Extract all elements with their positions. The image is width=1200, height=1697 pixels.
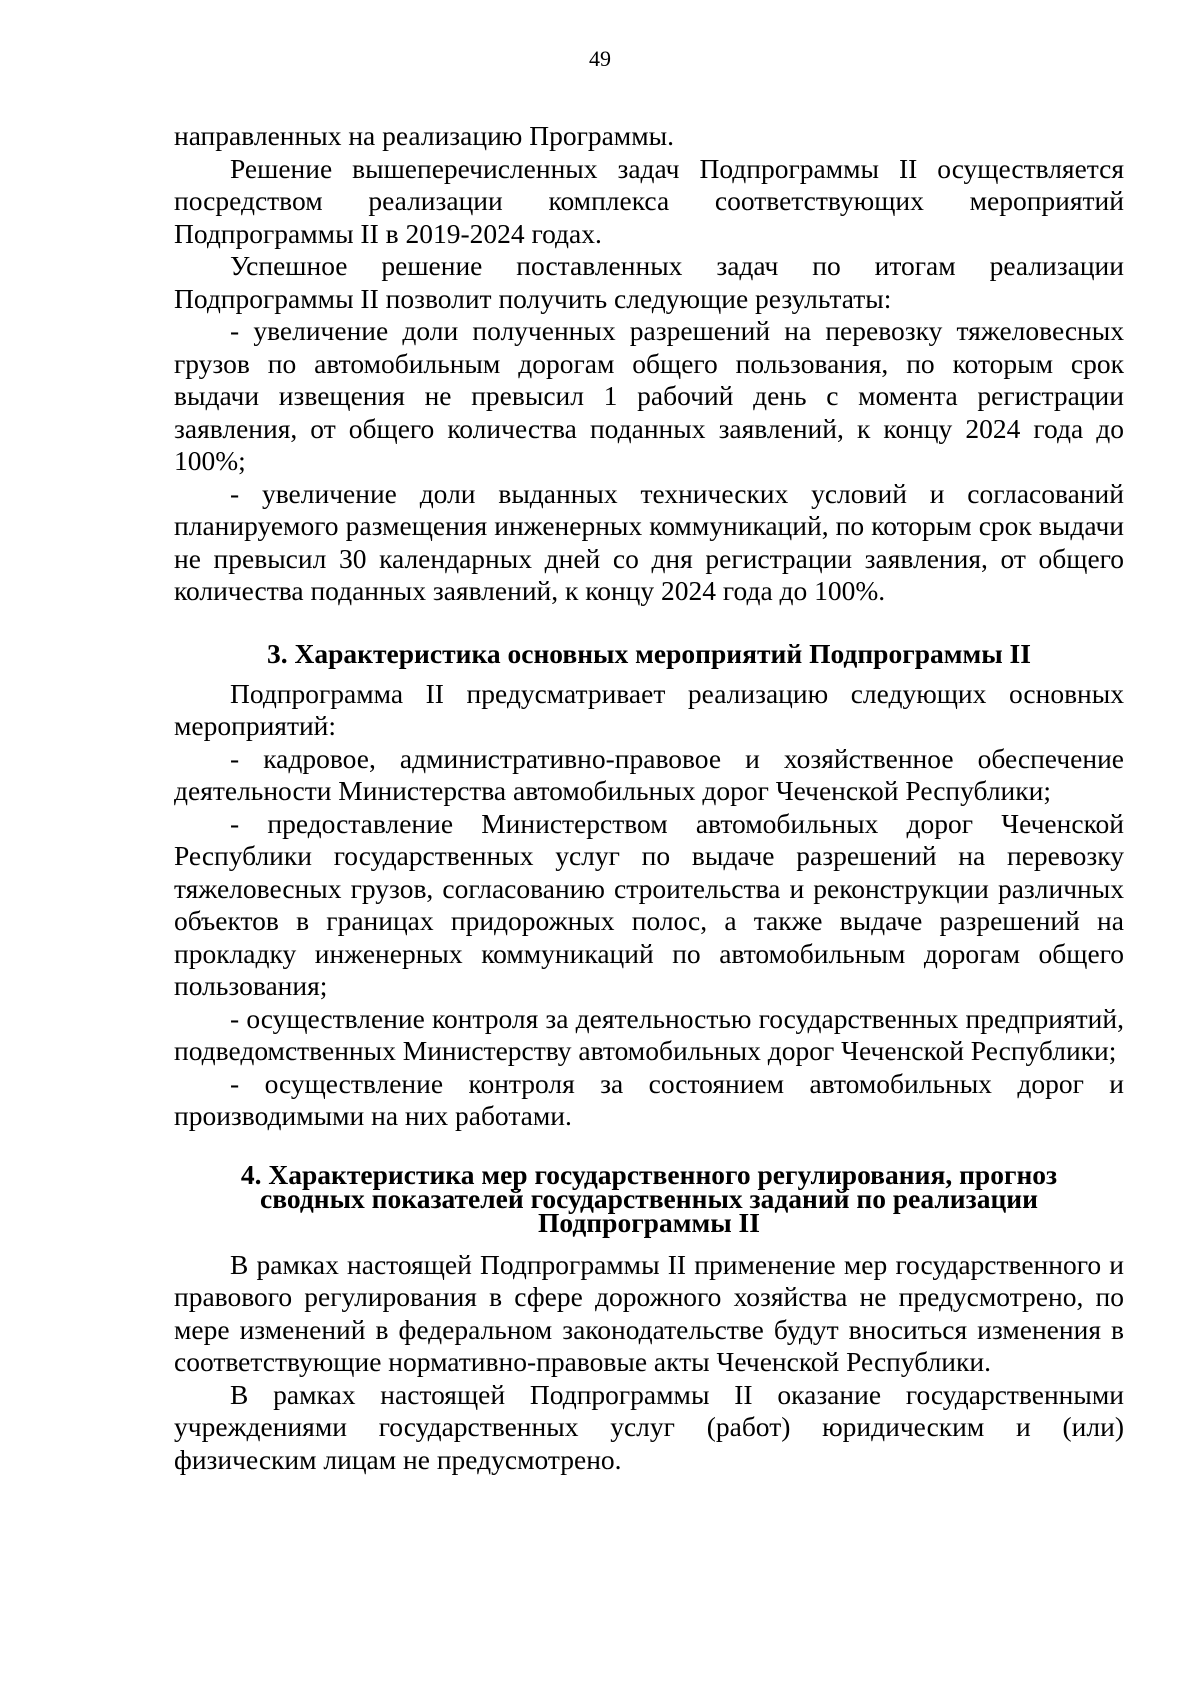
list-item: - увеличение доли выданных технических условий и согласований планируемого размещения инженерных коммуникаций, по которым срок выдачи не превысил 30 календарных дней со дня регистрации заявления, от общего количества поданных заявлений, к концу 2024 года до 100%.	[174, 477, 1124, 606]
list-item: - предоставление Министерством автомобильных дорог Чеченской Республики государственных услуг по выдаче разрешений на перевозку тяжеловесных грузов, согласованию строительства и реконструкции различных объектов в границах придорожных полос, а также выдаче разрешений на прокладку инженерных коммуникаций по автомобильным дорогам общего пользования;	[174, 807, 1124, 1001]
paragraph: В рамках настоящей Подпрограммы II оказание государственными учреждениями государственных услуг (работ) юридическим и (или) физическим лицам не предусмотрено.	[174, 1378, 1124, 1475]
document-body	[174, 120, 1124, 1476]
section-3-heading: 3. Характеристика основных мероприятий Подпрограммы II	[267, 637, 1031, 669]
list-item: - кадровое, административно-правовое и хозяйственное обеспечение деятельности Министерства автомобильных дорог Чеченской Республики;	[174, 742, 1124, 806]
paragraph: Решение вышеперечисленных задач Подпрограммы II осуществляется посредством реализации комплекса соответствующих мероприятий Подпрограммы II в 2019-2024 годах.	[174, 152, 1124, 249]
paragraph: Успешное решение поставленных задач по итогам реализации Подпрограммы II позволит получить следующие результаты:	[174, 250, 1124, 314]
list-item: - осуществление контроля за деятельностью государственных предприятий, подведомственных Министерству автомобильных дорог Чеченской Республики;	[174, 1002, 1124, 1066]
paragraph: Подпрограмма II предусматривает реализацию следующих основных мероприятий:	[174, 677, 1124, 741]
list-item: - осуществление контроля за состоянием автомобильных дорог и производимыми на них работами.	[174, 1067, 1124, 1131]
page-number: 49	[589, 46, 611, 71]
heading-line: Подпрограммы II	[538, 1206, 760, 1238]
heading-line: сводных показателей государственных заданий по реализации	[260, 1182, 1038, 1214]
paragraph: В рамках настоящей Подпрограммы II применение мер государственного и правового регулирования в сфере дорожного хозяйства не предусмотрено, по мере изменений в федеральном законодательстве будут вноситься изменения в соответствующие нормативно-правовые акты Чеченской Республики.	[174, 1248, 1124, 1377]
heading-line: 4. Характеристика мер государственного регулирования, прогноз	[240, 1158, 1058, 1190]
paragraph: направленных на реализацию Программы.	[174, 120, 674, 151]
list-item: - увеличение доли полученных разрешений на перевозку тяжеловесных грузов по автомобильным дорогам общего пользования, по которым срок выдачи извещения не превысил 1 рабочий день с момента регистрации заявления, от общего количества поданных заявлений, к концу 2024 года до 100%;	[174, 315, 1124, 476]
section-4-heading	[174, 1158, 1124, 1238]
